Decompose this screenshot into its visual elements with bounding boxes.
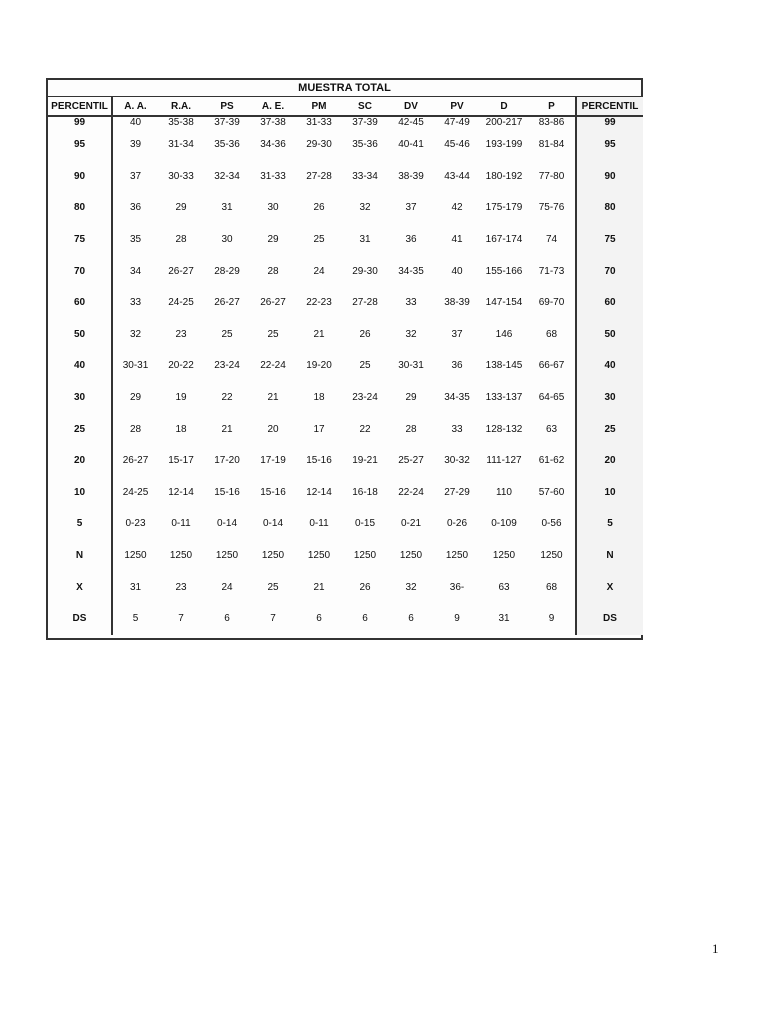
table-cell: 28-29 [214, 265, 240, 277]
percentile-table [48, 97, 643, 635]
table-row [48, 116, 643, 129]
table-cell: 128-132 [485, 423, 523, 435]
table-cell: 31-33 [260, 170, 286, 182]
percentile-cell: 99 [48, 116, 112, 129]
table-cell: 19 [175, 392, 187, 404]
table-cell: 37 [405, 202, 417, 214]
percentile-cell: 60 [48, 287, 112, 319]
table-cell: 0-11 [171, 518, 191, 530]
table-cell: 1250 [492, 550, 516, 562]
percentile-cell: 20 [48, 445, 112, 477]
table-cell: 37 [129, 170, 142, 182]
column-header: DV [388, 97, 434, 116]
table-cell: 1250 [215, 550, 239, 562]
percentile-cell: 30 [48, 382, 112, 414]
table-cell: 40 [451, 265, 463, 277]
percentile-cell: 5 [48, 508, 112, 540]
table-cell: 27-28 [306, 170, 332, 182]
percentile-table-container [46, 78, 643, 640]
table-cell: 1250 [399, 550, 423, 562]
table-cell: 175-179 [485, 202, 523, 214]
table-cell: 23 [175, 581, 187, 593]
table-cell: 17-20 [214, 455, 240, 467]
table-cell: 29 [405, 392, 417, 404]
table-cell: 24-25 [168, 297, 194, 309]
table-cell: 83-86 [538, 117, 565, 128]
column-header: PERCENTIL [576, 97, 643, 116]
table-cell: 28 [405, 423, 417, 435]
table-cell: 27-29 [444, 486, 470, 498]
table-cell: 36 [129, 202, 142, 214]
percentile-cell: 20 [576, 445, 643, 477]
table-cell: 1250 [261, 550, 285, 562]
table-cell: 29 [175, 202, 187, 214]
table-title [48, 80, 641, 97]
table-cell: 22 [359, 423, 371, 435]
table-cell: 25 [267, 581, 279, 593]
table-cell: 21 [221, 423, 233, 435]
percentile-cell: 40 [48, 350, 112, 382]
table-cell: 25 [221, 328, 233, 340]
table-cell: 133-137 [485, 392, 523, 404]
table-cell: 42-45 [398, 117, 424, 128]
table-cell: 23 [175, 328, 187, 340]
table-cell: 146 [495, 328, 513, 340]
table-cell: 0-56 [541, 518, 562, 530]
percentile-cell: DS [576, 603, 643, 635]
table-row [48, 508, 643, 540]
table-cell: 32 [129, 328, 142, 340]
table-cell: 32-34 [214, 170, 240, 182]
table-cell: 40-41 [398, 139, 424, 151]
table-cell: 68 [545, 328, 558, 340]
table-cell: 21 [267, 392, 279, 404]
table-body [48, 116, 643, 635]
table-cell: 0-21 [400, 518, 421, 530]
table-cell: 34-35 [398, 265, 424, 277]
table-title-text: MUESTRA TOTAL [298, 82, 391, 94]
table-cell: 32 [405, 328, 417, 340]
column-header: PV [434, 97, 480, 116]
table-cell: 37-39 [352, 117, 378, 128]
table-cell: 25 [313, 234, 325, 246]
column-header: SC [342, 97, 388, 116]
percentile-cell: 75 [48, 224, 112, 256]
table-cell: 9 [548, 613, 555, 625]
table-cell: 30-33 [168, 170, 194, 182]
table-cell: 34 [129, 265, 142, 277]
table-cell: 42 [451, 202, 463, 214]
percentile-cell: N [576, 540, 643, 572]
percentile-cell: 70 [576, 255, 643, 287]
table-cell: 17-19 [260, 455, 286, 467]
table-cell: 22 [221, 392, 233, 404]
table-cell: 0-23 [125, 518, 146, 530]
percentile-cell: 50 [576, 319, 643, 351]
table-cell: 33 [405, 297, 417, 309]
table-row [48, 571, 643, 603]
table-cell: 24 [221, 581, 233, 593]
percentile-cell: 90 [48, 161, 112, 193]
table-header-row [48, 97, 643, 116]
table-cell: 32 [359, 202, 371, 214]
table-cell: 36 [451, 360, 463, 372]
table-cell: 32 [405, 581, 417, 593]
percentile-cell: 95 [576, 129, 643, 161]
table-cell: 29-30 [306, 139, 332, 151]
table-cell: 35-36 [352, 139, 378, 151]
table-row [48, 540, 643, 572]
table-row [48, 477, 643, 509]
table-cell: 0-14 [262, 518, 283, 530]
table-cell: 29-30 [352, 265, 378, 277]
table-cell: 38-39 [444, 297, 470, 309]
table-cell: 6 [362, 613, 368, 625]
table-cell: 31-33 [306, 117, 332, 128]
percentile-cell: 90 [576, 161, 643, 193]
table-row [48, 224, 643, 256]
table-cell: 35-38 [168, 117, 194, 128]
percentile-cell: 5 [576, 508, 643, 540]
table-cell: 1250 [353, 550, 377, 562]
table-row [48, 129, 643, 161]
table-cell: 15-16 [214, 486, 240, 498]
table-cell: 31 [359, 234, 371, 246]
table-cell: 22-23 [306, 297, 332, 309]
column-header: D [480, 97, 528, 116]
percentile-cell: 25 [48, 413, 112, 445]
table-cell: 147-154 [485, 297, 523, 309]
table-cell: 1250 [124, 550, 147, 562]
table-cell: 1250 [307, 550, 331, 562]
table-cell: 12-14 [306, 486, 332, 498]
table-cell: 20 [267, 423, 279, 435]
table-cell: 31-34 [168, 139, 194, 151]
table-cell: 20-22 [168, 360, 194, 372]
table-row [48, 382, 643, 414]
percentile-cell: 70 [48, 255, 112, 287]
table-cell: 37 [451, 328, 463, 340]
table-cell: 167-174 [485, 234, 523, 246]
table-cell: 66-67 [538, 360, 565, 372]
table-cell: 9 [454, 613, 460, 625]
table-cell: 26-27 [122, 455, 149, 467]
table-row [48, 603, 643, 635]
table-cell: 0-15 [354, 518, 375, 530]
table-cell: 31 [129, 581, 142, 593]
table-row [48, 287, 643, 319]
table-cell: 6 [316, 613, 322, 625]
column-header: PM [296, 97, 342, 116]
table-cell: 19-21 [352, 455, 378, 467]
table-cell: 21 [313, 581, 325, 593]
percentile-cell: 10 [576, 477, 643, 509]
table-cell: 28 [175, 234, 187, 246]
column-header: R.A. [158, 97, 204, 116]
table-cell: 36- [449, 581, 465, 593]
table-cell: 26 [313, 202, 325, 214]
percentile-cell: 95 [48, 129, 112, 161]
table-cell: 81-84 [538, 139, 565, 151]
table-row [48, 255, 643, 287]
table-cell: 6 [408, 613, 414, 625]
table-row [48, 350, 643, 382]
table-cell: 26-27 [214, 297, 240, 309]
percentile-cell: 99 [576, 116, 643, 129]
percentile-cell: 80 [576, 192, 643, 224]
percentile-cell: X [48, 571, 112, 603]
table-cell: 47-49 [444, 117, 470, 128]
table-cell: 28 [129, 423, 142, 435]
table-cell: 30-31 [398, 360, 424, 372]
table-cell: 75-76 [538, 202, 565, 214]
table-cell: 193-199 [485, 139, 523, 151]
table-cell: 57-60 [538, 486, 565, 498]
table-cell: 138-145 [485, 360, 523, 372]
table-cell: 26 [359, 328, 371, 340]
percentile-cell: 75 [576, 224, 643, 256]
table-cell: 35 [129, 234, 142, 246]
table-cell: 38-39 [398, 170, 424, 182]
table-cell: 26 [359, 581, 371, 593]
table-cell: 24-25 [122, 486, 149, 498]
table-cell: 1250 [169, 550, 193, 562]
table-cell: 43-44 [444, 170, 470, 182]
percentile-cell: N [48, 540, 112, 572]
table-cell: 31 [498, 613, 510, 625]
table-cell: 0-11 [309, 518, 329, 530]
table-cell: 30-31 [122, 360, 149, 372]
column-header: A. A. [112, 97, 158, 116]
table-cell: 111-127 [486, 455, 522, 467]
table-cell: 68 [545, 581, 558, 593]
percentile-cell: 80 [48, 192, 112, 224]
table-cell: 30 [267, 202, 279, 214]
table-cell: 45-46 [444, 139, 470, 151]
table-cell: 5 [132, 613, 139, 625]
table-cell: 74 [545, 234, 558, 246]
table-cell: 25 [267, 328, 279, 340]
table-cell: 1250 [445, 550, 469, 562]
table-cell: 61-62 [538, 455, 565, 467]
percentile-cell: 60 [576, 287, 643, 319]
table-cell: 0-109 [491, 518, 517, 530]
percentile-cell: 30 [576, 382, 643, 414]
table-cell: 15-16 [260, 486, 286, 498]
table-cell: 63 [498, 581, 510, 593]
table-cell: 28 [267, 265, 279, 277]
table-cell: 6 [224, 613, 230, 625]
table-cell: 110 [496, 486, 512, 498]
table-cell: 26-27 [260, 297, 286, 309]
percentile-cell: 50 [48, 319, 112, 351]
table-cell: 18 [313, 392, 325, 404]
table-cell: 1250 [540, 550, 563, 562]
table-cell: 22-24 [260, 360, 286, 372]
table-cell: 36 [405, 234, 417, 246]
table-cell: 7 [270, 613, 276, 625]
column-header: P [528, 97, 576, 116]
table-cell: 26-27 [168, 265, 194, 277]
table-row [48, 192, 643, 224]
table-cell: 21 [313, 328, 325, 340]
table-cell: 23-24 [352, 392, 378, 404]
table-cell: 155-166 [485, 265, 523, 277]
table-row [48, 413, 643, 445]
table-cell: 33 [129, 297, 142, 309]
page-number: 1 [712, 941, 719, 956]
table-cell: 25-27 [398, 455, 424, 467]
table-cell: 34-35 [444, 392, 470, 404]
table-cell: 30 [221, 234, 233, 246]
table-cell: 23-24 [214, 360, 240, 372]
table-cell: 0-14 [216, 518, 237, 530]
table-cell: 63 [545, 423, 558, 435]
table-row [48, 319, 643, 351]
percentile-cell: X [576, 571, 643, 603]
table-cell: 31 [221, 202, 233, 214]
column-header: PERCENTIL [48, 97, 112, 116]
table-cell: 71-73 [538, 265, 565, 277]
table-cell: 64-65 [538, 392, 565, 404]
table-cell: 39 [129, 139, 142, 151]
table-cell: 27-28 [352, 297, 378, 309]
table-cell: 29 [267, 234, 279, 246]
table-cell: 25 [359, 360, 371, 372]
table-cell: 15-17 [168, 455, 194, 467]
table-cell: 37-39 [214, 117, 240, 128]
percentile-cell: DS [48, 603, 112, 635]
table-cell: 12-14 [168, 486, 194, 498]
column-header: PS [204, 97, 250, 116]
table-cell: 77-80 [538, 170, 565, 182]
table-cell: 40 [129, 117, 142, 128]
table-cell: 29 [129, 392, 142, 404]
table-cell: 16-18 [352, 486, 378, 498]
table-row [48, 161, 643, 193]
table-cell: 30-32 [444, 455, 470, 467]
table-cell: 0-26 [446, 518, 467, 530]
percentile-cell: 25 [576, 413, 643, 445]
table-cell: 69-70 [538, 297, 565, 309]
table-row [48, 445, 643, 477]
table-cell: 15-16 [306, 455, 332, 467]
table-cell: 24 [313, 265, 325, 277]
percentile-cell: 10 [48, 477, 112, 509]
column-header: A. E. [250, 97, 296, 116]
table-cell: 19-20 [306, 360, 332, 372]
table-cell: 22-24 [398, 486, 424, 498]
table-cell: 180-192 [485, 170, 523, 182]
table-cell: 33-34 [352, 170, 378, 182]
table-cell: 34-36 [260, 139, 286, 151]
table-cell: 35-36 [214, 139, 240, 151]
table-cell: 200-217 [485, 117, 523, 128]
percentile-cell: 40 [576, 350, 643, 382]
table-cell: 41 [451, 234, 463, 246]
table-cell: 37-38 [260, 117, 286, 128]
table-cell: 7 [178, 613, 184, 625]
table-cell: 17 [313, 423, 325, 435]
table-cell: 33 [451, 423, 463, 435]
table-cell: 18 [175, 423, 187, 435]
